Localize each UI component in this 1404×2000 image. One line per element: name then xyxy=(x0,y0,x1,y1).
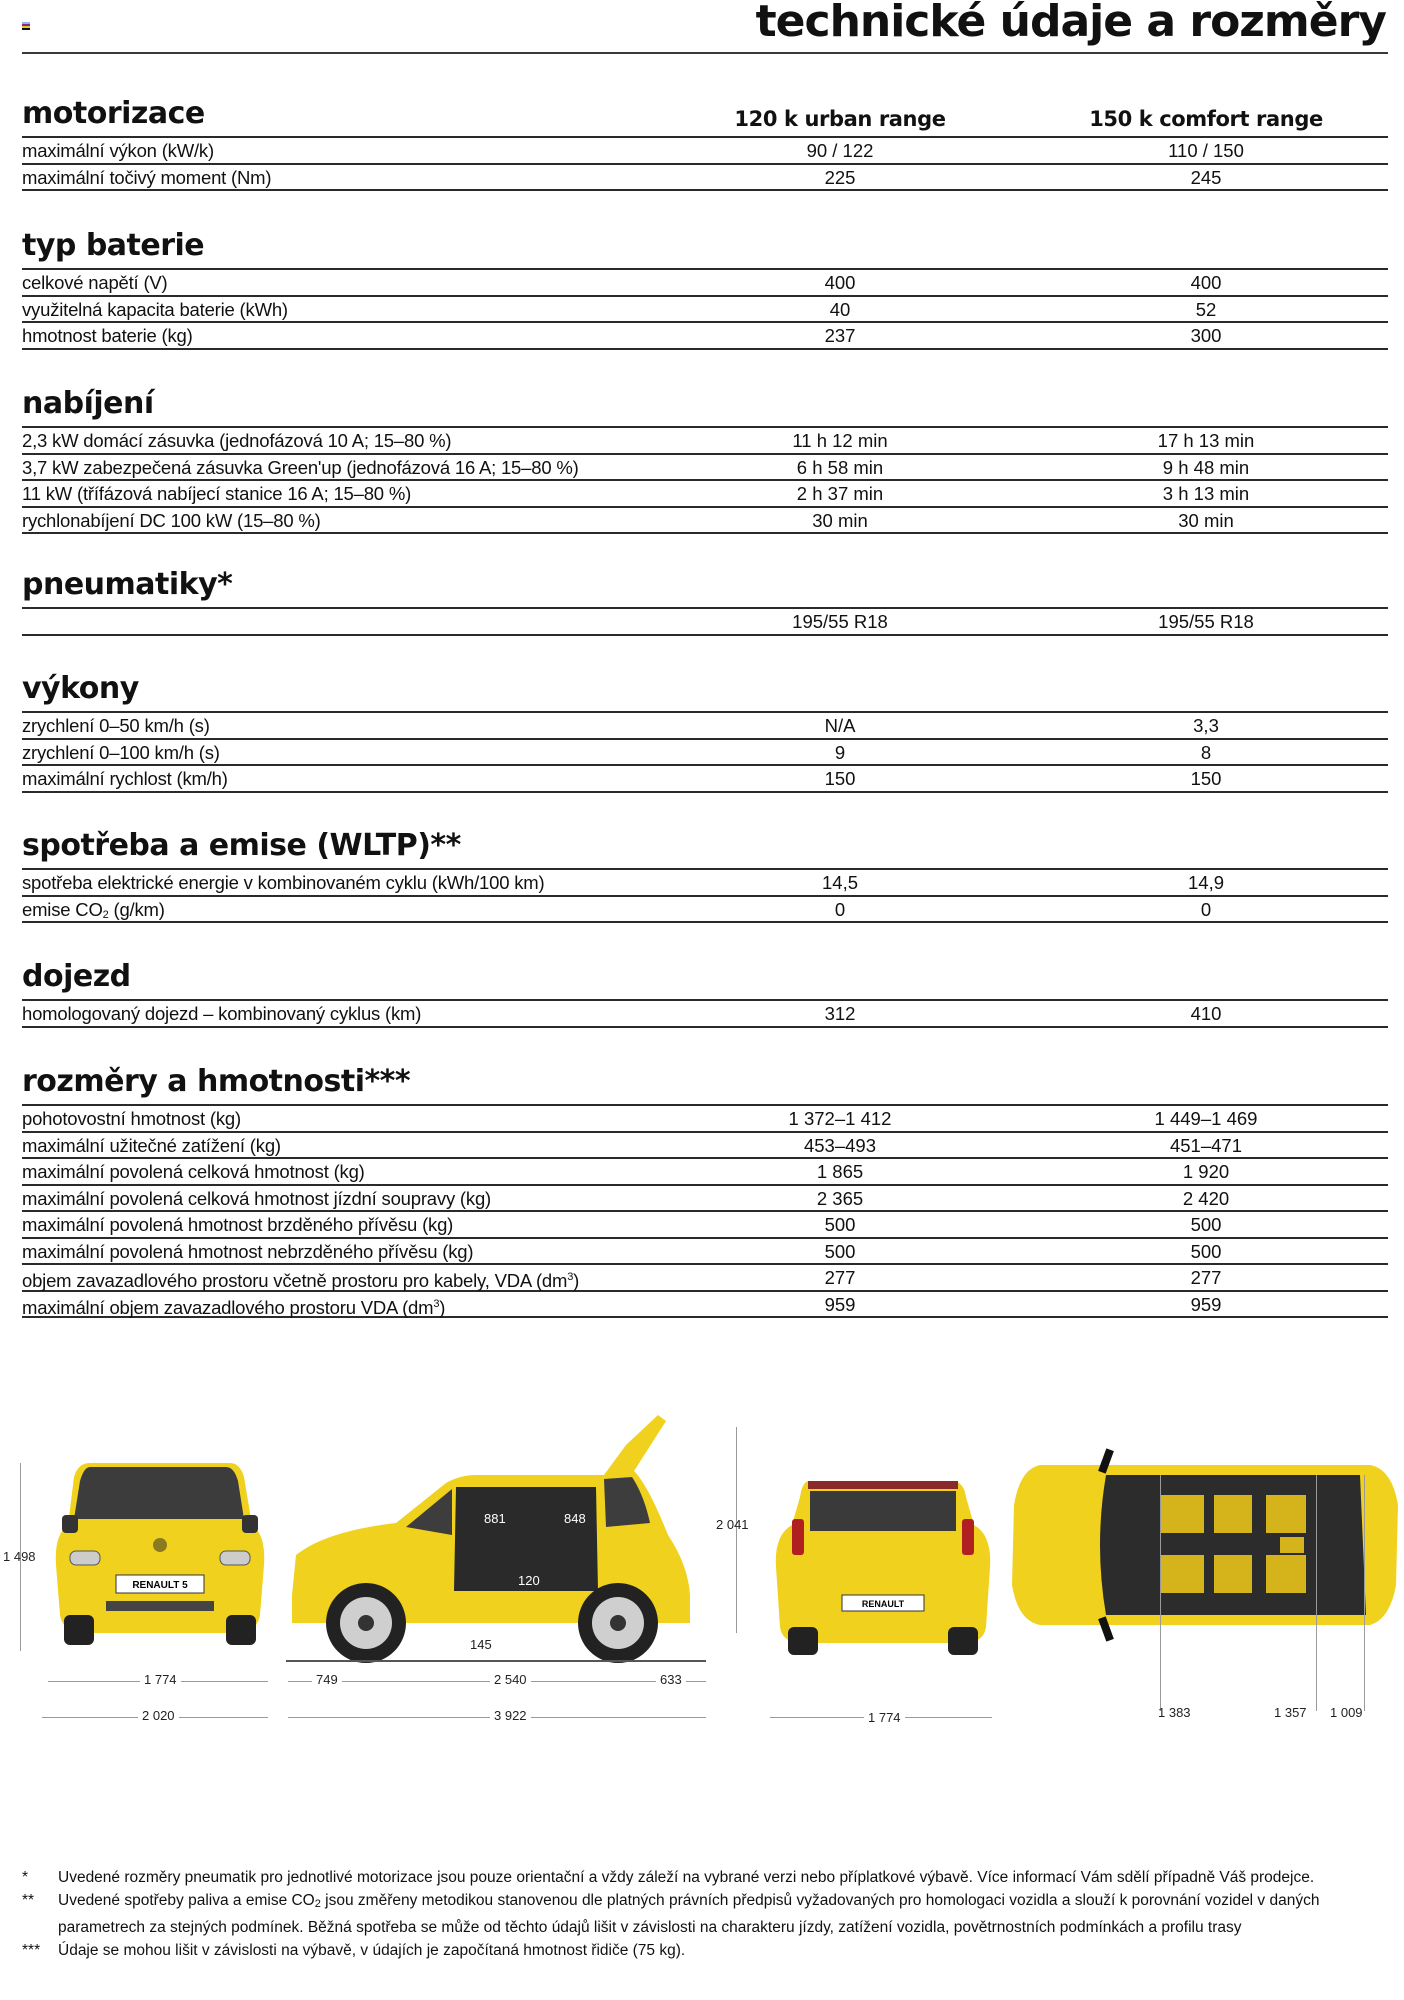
value-urban: 40 xyxy=(829,298,851,320)
value-comfort: 451–471 xyxy=(1169,1134,1243,1156)
dim-ground-clearance: 145 xyxy=(470,1637,492,1652)
section-rozmery-hmotnosti xyxy=(22,1058,1388,1318)
value-comfort: 400 xyxy=(1190,272,1222,293)
column-header-comfort: 150 k comfort range xyxy=(1089,107,1323,131)
value-urban: 30 min xyxy=(812,509,868,531)
table-row xyxy=(22,897,1388,924)
table-row xyxy=(22,713,1388,740)
row-label: maximální objem zavazadlového prostoru VDA $(dm^3)$ xyxy=(22,1296,446,1318)
row-label: 3,7 kW zabezpečená zásuvka Green'up (jednofázová 16 A; 15–80 %) xyxy=(22,456,579,478)
value-comfort: 300 xyxy=(1190,325,1222,346)
section-title: nabíjení xyxy=(22,386,154,421)
row-label: rychlonabíjení DC 100 kW (15–80 %) xyxy=(22,509,321,531)
svg-text:848: 848 xyxy=(564,1511,586,1526)
value-comfort: 277 xyxy=(1190,1267,1222,1288)
row-label: zrychlení 0–50 km/h (s) xyxy=(22,715,210,736)
value-urban: 277 xyxy=(824,1267,856,1288)
value-comfort: 52 xyxy=(1195,298,1217,320)
svg-text:120: 120 xyxy=(518,1573,540,1588)
column-header-urban: 120 k urban range xyxy=(734,107,946,131)
dim-height: 1 498 xyxy=(3,1549,36,1564)
car-front-view xyxy=(40,1455,280,1655)
footnote-consumption: ** Uvedené spotřeby paliva a emise $CO_2$ jsou změřeny metodikou stanovenou dle platných právních předpisů vyžadovaných pro homologaci vozidla a slouží k porovnání vozidel v daných parametrech za stejných podmínek. Běžná spotřeba se může od těchto údajů lišit v závislosti na charakteru jízdy, zatížení vozidla, povětrnostních podmínkách a profilu trasy xyxy=(22,1892,1320,1936)
value-comfort: 1 920 xyxy=(1182,1161,1230,1182)
dim-front-overhang: 749 xyxy=(312,1672,342,1687)
dim-wheelbase: 2 540 xyxy=(490,1672,531,1687)
footnote-tyres: * Uvedené rozměry pneumatik pro jednotlivé motorizace jsou pouze orientační a vždy záleží na vybrané verzi nebo příplatkové výbavě. Více informací Vám sdělí případně Váš prodejce. xyxy=(22,1869,1315,1886)
dim-boot-width: 1 009 xyxy=(1330,1705,1363,1720)
table-row xyxy=(22,481,1388,508)
title-divider xyxy=(22,52,1388,54)
row-label: maximální povolená hmotnost brzděného přívěsu (kg) xyxy=(22,1214,454,1235)
row-label: využitelná kapacita baterie (kWh) xyxy=(22,298,288,320)
footnote-weights: *** Údaje se mohou lišit v závislosti na výbavě, v údajích je započítaná hmotnost řidiče (75 kg). xyxy=(22,1942,686,1959)
row-label: homologovaný dojezd – kombinovaný cyklus (km) xyxy=(22,1003,422,1024)
value-urban: 195/55 R18 xyxy=(792,611,888,632)
row-label: celkové napětí (V) xyxy=(22,272,168,293)
row-label: maximální točivý moment (Nm) xyxy=(22,166,272,188)
section-typ-baterie xyxy=(22,222,1388,350)
dim-length: 3 922 xyxy=(490,1708,531,1723)
car-rear-view xyxy=(768,1477,998,1657)
table-row xyxy=(22,138,1388,165)
value-comfort: 500 xyxy=(1190,1240,1222,1262)
section-nabijeni xyxy=(22,380,1388,534)
car-side-view xyxy=(286,1415,706,1665)
value-urban: 2 365 xyxy=(816,1187,864,1209)
table-row xyxy=(22,766,1388,793)
dim-rear-overhang: 633 xyxy=(656,1672,686,1687)
row-label: maximální povolená celková hmotnost (kg) xyxy=(22,1161,365,1182)
table-row xyxy=(22,1106,1388,1133)
value-urban: 9 xyxy=(834,741,846,763)
table-row xyxy=(22,297,1388,324)
value-comfort: 195/55 R18 xyxy=(1158,611,1254,632)
table-row xyxy=(22,609,1388,636)
row-label: spotřeba elektrické energie v kombinovaném cyklu (kWh/100 km) xyxy=(22,872,545,893)
section-pneumatiky xyxy=(22,561,1388,636)
row-label: maximální povolená hmotnost nebrzděného přívěsu (kg) xyxy=(22,1240,474,1262)
table-row xyxy=(22,1133,1388,1160)
value-comfort: 17 h 13 min xyxy=(1157,430,1255,451)
value-comfort: 3 h 13 min xyxy=(1162,483,1250,504)
value-urban: 400 xyxy=(824,272,856,293)
table-row xyxy=(22,1159,1388,1186)
table-row xyxy=(22,323,1388,350)
value-comfort: 14,9 xyxy=(1187,872,1225,893)
table-row xyxy=(22,1186,1388,1213)
value-comfort: 110 / 150 xyxy=(1168,140,1244,161)
section-dojezd xyxy=(22,953,1388,1028)
value-comfort: 2 420 xyxy=(1182,1187,1230,1209)
value-urban: 90 / 122 xyxy=(806,140,874,161)
value-comfort: 3,3 xyxy=(1193,715,1219,736)
value-urban: 11 h 12 min xyxy=(792,430,888,451)
row-label: emise $CO_2$ (g/km) xyxy=(22,898,165,921)
table-row xyxy=(22,1292,1388,1319)
value-urban: 1 865 xyxy=(816,1161,864,1182)
row-label: objem zavazadlového prostoru včetně prostoru pro kabely, VDA $(dm^3)$ xyxy=(22,1270,580,1291)
value-comfort: 8 xyxy=(1200,741,1212,763)
value-urban: 6 h 58 min xyxy=(796,456,884,478)
row-label: maximální výkon (kW/k) xyxy=(22,140,214,161)
footnotes xyxy=(22,1866,1388,1962)
section-title: dojezd xyxy=(22,959,131,994)
section-title: typ baterie xyxy=(22,228,205,263)
value-comfort: 0 xyxy=(1200,898,1212,920)
value-comfort: 9 h 48 min xyxy=(1162,456,1250,478)
page-title: technické údaje a rozměry xyxy=(755,0,1386,47)
section-title: rozměry a hmotnosti*** xyxy=(22,1064,411,1099)
dim-front-elbow: 1 383 xyxy=(1158,1705,1191,1720)
section-title: motorizace xyxy=(22,96,205,131)
svg-text:RENAULT: RENAULT xyxy=(861,1599,905,1609)
row-label: pohotovostní hmotnost (kg) xyxy=(22,1108,241,1129)
table-row xyxy=(22,870,1388,897)
table-row xyxy=(22,1001,1388,1028)
row-label: maximální rychlost (km/h) xyxy=(22,768,228,789)
row-label: 2,3 kW domácí zásuvka (jednofázová 10 A; 15–80 %) xyxy=(22,430,452,451)
dim-rear-elbow: 1 357 xyxy=(1274,1705,1307,1720)
section-title: pneumatiky* xyxy=(22,567,233,602)
svg-text:RENAULT 5: RENAULT 5 xyxy=(132,1580,188,1591)
row-label: 11 kW (třífázová nabíjecí stanice 16 A; 15–80 %) xyxy=(22,483,412,504)
value-urban: 0 xyxy=(834,898,846,920)
value-urban: 150 xyxy=(824,768,856,789)
table-row xyxy=(22,165,1388,192)
value-comfort: 410 xyxy=(1190,1003,1222,1024)
value-urban: 225 xyxy=(824,166,856,188)
table-row xyxy=(22,1265,1388,1292)
car-top-view xyxy=(1010,1445,1400,1645)
dim-width-mirrors: 2 020 xyxy=(138,1708,179,1723)
value-comfort: 959 xyxy=(1190,1293,1222,1315)
table-row xyxy=(22,1239,1388,1266)
renault-logo-icon xyxy=(22,22,30,30)
section-vykony xyxy=(22,665,1388,793)
value-comfort: 500 xyxy=(1190,1214,1222,1235)
table-row xyxy=(22,1212,1388,1239)
row-label: hmotnost baterie (kg) xyxy=(22,325,193,346)
section-title: výkony xyxy=(22,671,139,706)
value-urban: 312 xyxy=(824,1003,856,1024)
value-urban: 237 xyxy=(824,325,856,346)
value-comfort: 1 449–1 469 xyxy=(1154,1108,1258,1129)
section-title: spotřeba a emise (WLTP)** xyxy=(22,828,461,863)
row-label: maximální povolená celková hmotnost jízdní soupravy (kg) xyxy=(22,1187,491,1209)
svg-text:881: 881 xyxy=(484,1511,506,1526)
dimension-diagrams xyxy=(0,1415,1404,1735)
table-row xyxy=(22,508,1388,535)
dim-height-tailgate: 2 041 xyxy=(716,1517,749,1532)
table-row xyxy=(22,455,1388,482)
value-urban: 2 h 37 min xyxy=(796,483,884,504)
value-urban: 500 xyxy=(824,1240,856,1262)
value-urban: 14,5 xyxy=(821,872,859,893)
value-urban: 453–493 xyxy=(803,1134,877,1156)
table-row xyxy=(22,740,1388,767)
row-label: maximální užitečné zatížení (kg) xyxy=(22,1134,281,1156)
section-spotreba-emise xyxy=(22,822,1388,923)
dim-rear-track: 1 774 xyxy=(864,1710,905,1725)
value-comfort: 150 xyxy=(1190,768,1222,789)
value-comfort: 245 xyxy=(1190,166,1222,188)
table-row xyxy=(22,428,1388,455)
row-label: zrychlení 0–100 km/h (s) xyxy=(22,741,220,763)
value-comfort: 30 min xyxy=(1178,509,1234,531)
section-motorizace xyxy=(22,90,1388,191)
value-urban: N/A xyxy=(824,715,856,736)
value-urban: 500 xyxy=(824,1214,856,1235)
value-urban: 1 372–1 412 xyxy=(788,1108,892,1129)
table-row xyxy=(22,270,1388,297)
value-urban: 959 xyxy=(824,1293,856,1315)
dim-front-track: 1 774 xyxy=(140,1672,181,1687)
